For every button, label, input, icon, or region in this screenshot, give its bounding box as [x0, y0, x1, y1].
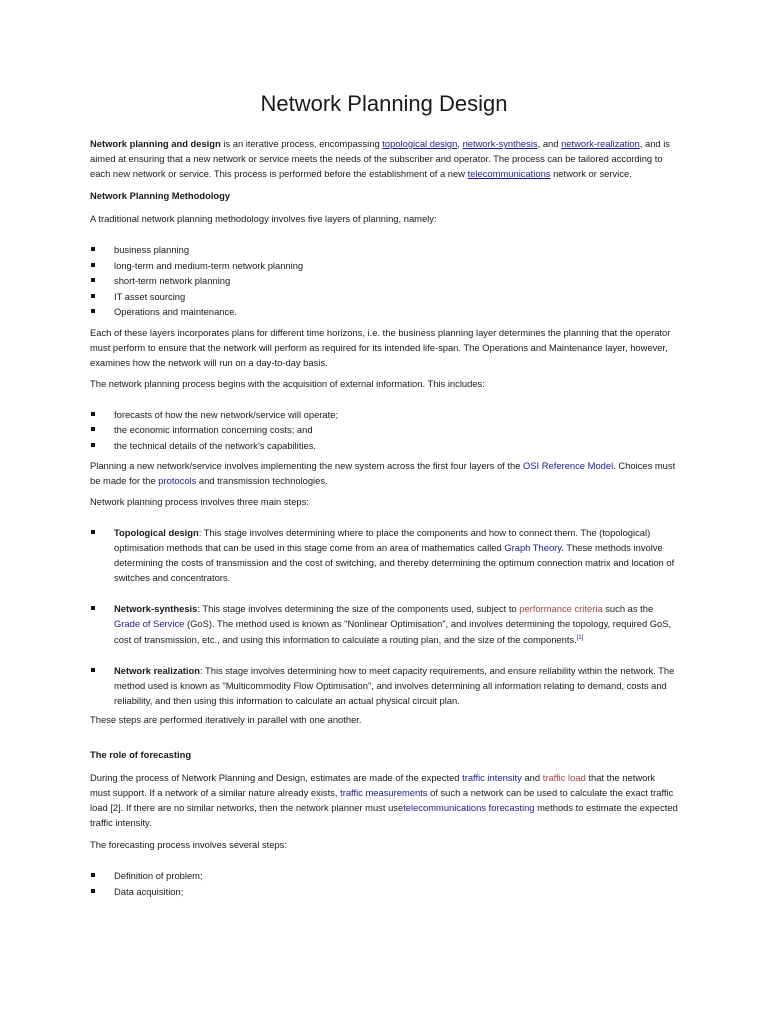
- paragraph-text: . Choices must be made for the: [90, 460, 676, 486]
- step-body: . These methods involve determining the costs of transmission and the cost of switching, and thereby determining the optimum connection matrix and location of switches and concentrators.: [114, 542, 675, 583]
- page-title: Network Planning Design: [260, 91, 508, 116]
- intro-text: , and is aimed at ensuring that a new network or service meets the needs of the subscriber and operator. The process can be tailored according to each new network or service. This process is performed before the establishment of a new: [90, 138, 670, 179]
- grade-of-service-link[interactable]: Grade of Service: [114, 618, 185, 629]
- list-item: [90, 422, 678, 438]
- paragraph-text: Planning a new network/service involves implementing the new system across the first four layers of the: [90, 460, 524, 471]
- step-title: Network realization: [114, 665, 200, 677]
- square-bullet-icon: [91, 443, 95, 447]
- forecasting-steps-lead: The forecasting process involves several steps:: [90, 839, 287, 851]
- list-item: [90, 273, 678, 289]
- step-body: (GoS). The method used is known as "Nonlinear Optimisation", and involves determining the topology, required GoS, cost of transmission, etc., and using this information to calculate a routing plan, and the size of the components.: [114, 618, 672, 646]
- list-item: [90, 258, 678, 274]
- step-body: such as the: [602, 603, 654, 614]
- list-item-text: business planning: [114, 244, 190, 255]
- list-item: [90, 868, 678, 884]
- paragraph-text: and: [521, 772, 543, 784]
- step-item-network-synthesis: [90, 601, 678, 647]
- square-bullet-icon: [91, 668, 95, 672]
- traffic-intensity-link[interactable]: traffic intensity: [462, 772, 522, 784]
- list-item: [90, 304, 678, 320]
- forecasting-steps-list: [90, 868, 678, 899]
- step-text: [114, 525, 678, 585]
- intro-text: is an iterative process, encompassing: [220, 138, 383, 149]
- footnote-reference-link[interactable]: [1]: [576, 635, 584, 641]
- intro-text: , and: [537, 138, 562, 149]
- list-item-text: short-term network planning: [114, 275, 231, 286]
- step-title: Topological design: [114, 527, 199, 538]
- paragraph-text: During the process of Network Planning and Design, estimates are made of the expected: [90, 772, 463, 784]
- telecommunications-link[interactable]: telecommunications: [467, 168, 551, 179]
- square-bullet-icon: [91, 606, 95, 610]
- list-item: [90, 884, 678, 900]
- list-item: [90, 438, 678, 454]
- intro-bold: Network planning and design: [90, 138, 221, 149]
- step-text: [114, 663, 678, 708]
- planning-layers-list: [90, 242, 678, 320]
- network-realization-link[interactable]: network-realization: [561, 138, 640, 149]
- performance-criteria-link[interactable]: performance criteria: [519, 603, 603, 614]
- square-bullet-icon: [91, 278, 95, 282]
- step-item-network-realization: [90, 663, 678, 708]
- list-item: [90, 407, 678, 423]
- intro-text: network or service.: [550, 168, 632, 179]
- steps-iterative-note: These steps are performed iteratively in parallel with one another.: [90, 714, 362, 726]
- protocols-link[interactable]: protocols: [158, 475, 197, 486]
- step-item-topological-design: [90, 525, 678, 585]
- step-body: : This stage involves determining where to place the components and how to connect them. The (topological) optimisation methods that can be used in this stage come from an area of mathematics called: [114, 527, 651, 553]
- external-info-list: [90, 407, 678, 454]
- forecasting-heading: The role of forecasting: [90, 749, 192, 761]
- square-bullet-icon: [91, 427, 95, 431]
- square-bullet-icon: [91, 263, 95, 267]
- square-bullet-icon: [91, 309, 95, 313]
- list-item-text: Definition of problem;: [114, 870, 203, 882]
- list-item-text: the economic information concerning costs; and: [114, 424, 313, 435]
- external-info-paragraph: The network planning process begins with the acquisition of external information. This includes:: [90, 377, 485, 389]
- osi-paragraph: [90, 458, 678, 488]
- list-item-text: the technical details of the network’s capabilities.: [114, 439, 317, 451]
- topological-design-link[interactable]: topological design: [382, 138, 458, 149]
- layers-paragraph: Each of these layers incorporates plans for different time horizons, i.e. the business planning layer determines the planning that the operator must perform to ensure that the network will perform as required for its intended life-span. The Operations and Maintenance layer, however, examines how the network will run on a day-to-day basis.: [90, 326, 671, 368]
- traffic-load-link[interactable]: traffic load: [542, 772, 586, 784]
- methodology-heading: Network Planning Methodology: [90, 190, 231, 201]
- network-synthesis-link[interactable]: network-synthesis: [462, 138, 538, 149]
- list-item-text: Operations and maintenance.: [114, 306, 237, 317]
- list-item-text: Data acquisition;: [114, 885, 184, 897]
- list-item-text: IT asset sourcing: [114, 290, 186, 302]
- step-title: Network-synthesis: [114, 603, 198, 614]
- methodology-lead: A traditional network planning methodology involves five layers of planning, namely:: [90, 213, 437, 224]
- square-bullet-icon: [91, 247, 95, 251]
- list-item: [90, 289, 678, 305]
- paragraph-text: that the network must support. If a network of a similar nature already exists,: [90, 772, 656, 799]
- forecasting-paragraph: [90, 770, 678, 830]
- square-bullet-icon: [91, 889, 95, 893]
- step-body: : This stage involves determining the size of the components used, subject to: [197, 603, 520, 614]
- paragraph-text: and transmission technologies.: [196, 475, 328, 486]
- list-item: [90, 242, 678, 258]
- telecommunications-forecasting-link[interactable]: telecommunications forecasting: [403, 802, 535, 814]
- traffic-measurements-link[interactable]: traffic measurements: [340, 787, 428, 799]
- step-text: [114, 601, 678, 647]
- intro-text: ,: [457, 138, 463, 149]
- intro-paragraph: [90, 136, 678, 181]
- list-item-text: long-term and medium-term network planning: [114, 259, 304, 271]
- osi-reference-model-link[interactable]: OSI Reference Model: [523, 460, 614, 471]
- square-bullet-icon: [91, 412, 95, 416]
- square-bullet-icon: [91, 530, 95, 534]
- graph-theory-link[interactable]: Graph Theory: [504, 542, 562, 553]
- paragraph-text: methods to estimate the expected traffic intensity.: [90, 802, 678, 829]
- main-steps-lead: Network planning process involves three main steps:: [90, 496, 309, 507]
- square-bullet-icon: [91, 294, 95, 298]
- list-item-text: forecasts of how the new network/service will operate;: [114, 408, 339, 420]
- square-bullet-icon: [91, 873, 95, 877]
- main-steps-list: [90, 525, 678, 708]
- paragraph-text: of such a network can be used to calculate the exact traffic load [2]. If there are no similar networks, then the network planner must use: [90, 787, 674, 814]
- step-body: : This stage involves determining how to meet capacity requirements, and ensure reliability within the network. The method used is known as "Multicommodity Flow Optimisation", and involves determining all information relating to demand, costs and reliability, and then using this information to calculate an actual physical circuit plan.: [114, 665, 675, 707]
